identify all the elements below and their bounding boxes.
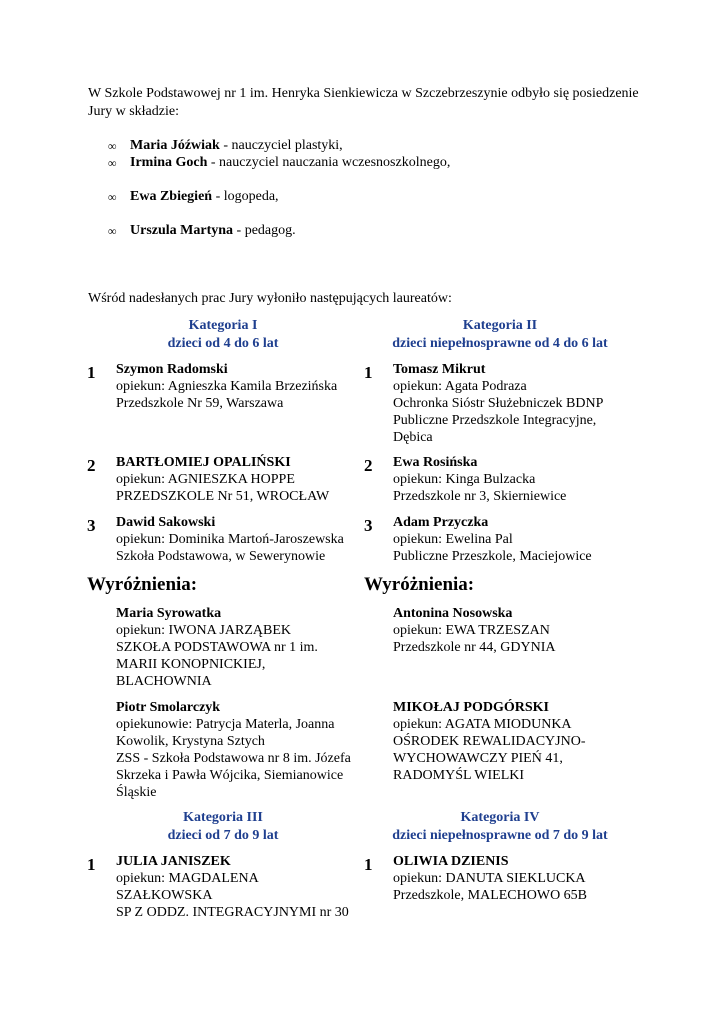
winner-name: Szymon Radomski xyxy=(116,362,228,377)
winner-detail: SP Z ODDZ. INTEGRACYJNYMI nr 30 xyxy=(116,905,349,920)
distinction-detail: RADOMYŚL WIELKI xyxy=(393,768,525,783)
winner-detail: Ochronka Sióstr Służebniczek BDNP xyxy=(393,396,604,411)
place-number: 3 xyxy=(364,516,373,535)
jury-member-name: Irmina Goch xyxy=(130,155,208,170)
category-title: Kategoria IV xyxy=(460,810,540,825)
winner-entry xyxy=(364,361,643,446)
category-subtitle: dzieci niepełnosprawne od 4 do 6 lat xyxy=(392,336,608,351)
winner-name: Ewa Rosińska xyxy=(393,455,478,470)
jury-member xyxy=(108,154,450,172)
distinctions-heading: Wyróżnienia: xyxy=(364,574,475,595)
category-subtitle: dzieci od 4 do 6 lat xyxy=(167,336,279,351)
jury-member xyxy=(108,188,279,206)
distinction-name: Antonina Nosowska xyxy=(393,606,513,621)
laureates-intro: Wśród nadesłanych prac Jury wyłoniło następujących laureatów: xyxy=(88,291,452,306)
winner-entry xyxy=(364,853,643,904)
winner-entry xyxy=(364,514,643,565)
distinction-detail: BLACHOWNIA xyxy=(116,674,212,689)
distinction-detail: opiekun: IWONA JARZĄBEK xyxy=(116,623,291,638)
category-4-heading xyxy=(380,809,620,845)
winner-name: Dawid Sakowski xyxy=(116,515,216,530)
distinction-detail: opiekunowie: Patrycja Materla, Joanna xyxy=(116,717,335,732)
winner-detail: SZAŁKOWSKA xyxy=(116,888,213,903)
category-subtitle: dzieci od 7 do 9 lat xyxy=(167,828,279,843)
winner-detail: PRZEDSZKOLE Nr 51, WROCŁAW xyxy=(116,489,330,504)
category-subtitle: dzieci niepełnosprawne od 7 do 9 lat xyxy=(392,828,608,843)
winner-name: BARTŁOMIEJ OPALIŃSKI xyxy=(116,455,291,470)
distinction-detail: opiekun: EWA TRZESZAN xyxy=(393,623,550,638)
distinction-detail: WYCHOWAWCZY PIEŃ 41, xyxy=(393,751,563,766)
infinity-bullet-icon: ∞ xyxy=(108,139,117,153)
category-title: Kategoria II xyxy=(462,318,538,333)
winner-name: JULIA JANISZEK xyxy=(116,854,231,869)
infinity-bullet-icon: ∞ xyxy=(108,156,117,170)
winner-detail: opiekun: AGNIESZKA HOPPE xyxy=(116,472,295,487)
jury-member-name: Urszula Martyna xyxy=(130,223,234,238)
winner-name: Adam Przyczka xyxy=(393,515,489,530)
winner-entry xyxy=(87,853,366,921)
winner-detail: Publiczne Przedszkole Integracyjne, xyxy=(393,413,597,428)
winner-detail: Przedszkole, MALECHOWO 65B xyxy=(393,888,588,903)
distinction-entry xyxy=(116,699,366,801)
distinction-detail: Przedszkole nr 44, GDYNIA xyxy=(393,640,556,655)
winner-detail: Przedszkole nr 3, Skierniewice xyxy=(393,489,567,504)
winner-detail: Szkoła Podstawowa, w Sewerynowie xyxy=(116,549,326,564)
winner-entry xyxy=(87,361,366,412)
place-number: 1 xyxy=(87,363,96,382)
place-number: 2 xyxy=(87,456,96,475)
distinction-entry xyxy=(393,605,643,656)
winner-detail: opiekun: MAGDALENA xyxy=(116,871,259,886)
distinction-detail: Kowolik, Krystyna Sztych xyxy=(116,734,265,749)
jury-member xyxy=(108,137,343,155)
distinction-detail: Śląskie xyxy=(116,785,157,800)
jury-member-name: Maria Jóźwiak xyxy=(130,138,220,153)
distinction-name: Piotr Smolarczyk xyxy=(116,700,221,715)
distinction-name: Maria Syrowatka xyxy=(116,606,222,621)
winner-detail: opiekun: Agata Podraza xyxy=(393,379,527,394)
distinction-name: MIKOŁAJ PODGÓRSKI xyxy=(393,700,549,715)
category-3-heading xyxy=(120,809,326,845)
distinction-detail: Skrzeka i Pawła Wójcika, Siemianowice xyxy=(116,768,344,783)
winner-name: OLIWIA DZIENIS xyxy=(393,854,509,869)
jury-member-role: - logopeda, xyxy=(212,189,279,204)
winner-detail: Dębica xyxy=(393,430,433,445)
place-number: 1 xyxy=(87,855,96,874)
place-number: 2 xyxy=(364,456,373,475)
winner-detail: Przedszkole Nr 59, Warszawa xyxy=(116,396,284,411)
winner-detail: opiekun: DANUTA SIEKLUCKA xyxy=(393,871,586,886)
distinction-entry xyxy=(116,605,366,690)
jury-member-role: - nauczyciel plastyki, xyxy=(219,138,343,153)
distinctions-heading: Wyróżnienia: xyxy=(87,574,198,595)
distinction-detail: MARII KONOPNICKIEJ, xyxy=(116,657,266,672)
winner-entry xyxy=(87,454,366,505)
distinction-detail: SZKOŁA PODSTAWOWA nr 1 im. xyxy=(116,640,318,655)
winner-detail: opiekun: Ewelina Pal xyxy=(393,532,513,547)
winner-detail: opiekun: Kinga Bulzacka xyxy=(393,472,536,487)
jury-member xyxy=(108,222,296,240)
winner-detail: Publiczne Przeszkole, Maciejowice xyxy=(393,549,592,564)
category-title: Kategoria I xyxy=(188,318,258,333)
category-title: Kategoria III xyxy=(183,810,263,825)
jury-member-name: Ewa Zbiegień xyxy=(130,189,213,204)
place-number: 1 xyxy=(364,363,373,382)
winner-entry xyxy=(87,514,366,565)
jury-member-role: - pedagog. xyxy=(233,223,296,238)
infinity-bullet-icon: ∞ xyxy=(108,190,117,204)
distinction-detail: OŚRODEK REWALIDACYJNO- xyxy=(393,734,586,749)
winner-entry xyxy=(364,454,643,505)
jury-member-role: - nauczyciel nauczania wczesnoszkolnego, xyxy=(207,155,451,170)
infinity-bullet-icon: ∞ xyxy=(108,224,117,238)
winner-detail: opiekun: Dominika Martoń-Jaroszewska xyxy=(116,532,344,547)
category-2-heading xyxy=(380,317,620,353)
distinction-detail: opiekun: AGATA MIODUNKA xyxy=(393,717,572,732)
distinction-entry xyxy=(393,699,643,784)
place-number: 3 xyxy=(87,516,96,535)
winner-name: Tomasz Mikrut xyxy=(393,362,486,377)
place-number: 1 xyxy=(364,855,373,874)
category-1-heading xyxy=(120,317,326,353)
distinction-detail: ZSS - Szkoła Podstawowa nr 8 im. Józefa xyxy=(116,751,351,766)
winner-detail: opiekun: Agnieszka Kamila Brzezińska xyxy=(116,379,338,394)
intro-paragraph: W Szkole Podstawowej nr 1 im. Henryka Sienkiewicza w Szczebrzeszynie odbyło się posiedzenie Jury w składzie: xyxy=(88,86,639,119)
